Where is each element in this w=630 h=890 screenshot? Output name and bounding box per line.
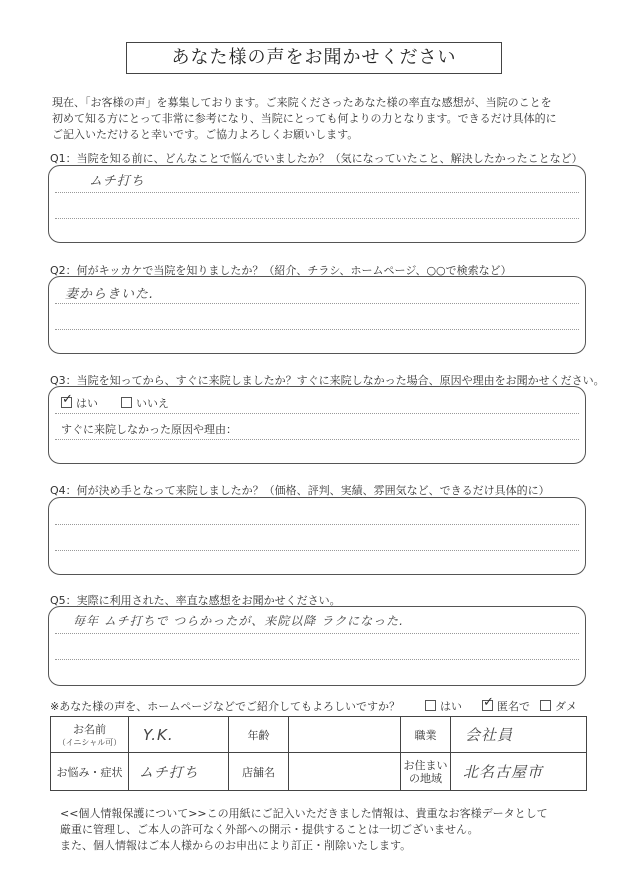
name-value: Y.K. xyxy=(143,725,174,744)
ruled-line xyxy=(55,192,579,193)
store-value-cell[interactable] xyxy=(289,753,401,791)
privacy-line: <<個人情報保護について>>この用紙にご記入いただきました情報は、貴重なお客様データとして xyxy=(60,807,548,820)
checkbox-icon xyxy=(61,392,73,408)
area-label-cell: お住まい の地域 xyxy=(401,753,451,791)
q1-answer: ムチ打ち xyxy=(89,174,145,189)
checkbox-icon xyxy=(540,700,551,711)
store-label-cell: 店舗名 xyxy=(229,753,289,791)
respondent-info-table xyxy=(50,716,587,791)
page-title: あなた様の声をお聞かせください xyxy=(126,42,502,74)
name-note: （イニシャル可） xyxy=(57,738,122,747)
q2-answer-box[interactable] xyxy=(48,276,586,354)
q3-reason-label: すぐに来院しなかった原因や理由： xyxy=(61,423,237,436)
age-label-cell: 年齢 xyxy=(229,717,289,753)
consent-anonymous-option[interactable]: ✓ 匿名で xyxy=(483,695,530,713)
ruled-line xyxy=(55,218,579,219)
ruled-line xyxy=(55,659,579,660)
name-value-cell[interactable] xyxy=(129,717,229,753)
checkbox-icon xyxy=(425,700,436,711)
q5-answer: 毎年 ムチ打ちで つらかったが、来院以降 ラクになった. xyxy=(73,614,404,628)
q5-label: Q5：実際に利用された、率直な感想をお聞かせください。 xyxy=(50,594,341,607)
checkbox-icon xyxy=(482,695,494,711)
ruled-line xyxy=(55,329,579,330)
ruled-line xyxy=(55,524,579,525)
q1-answer-box[interactable] xyxy=(48,165,586,243)
symptom-value: ムチ打ち xyxy=(139,764,199,781)
q4-label: Q4：何が決め手となって来院しましたか？（価格、評判、実績、雰囲気など、できるだけ具体的に） xyxy=(50,484,550,497)
ruled-line xyxy=(55,413,579,414)
ruled-line xyxy=(55,303,579,304)
ruled-line xyxy=(55,439,579,440)
area-value: 北名古屋市 xyxy=(463,763,544,781)
consent-question: ※あなた様の声を、ホームページなどでご紹介してもよろしいですか？ xyxy=(50,700,400,713)
privacy-line: 厳重に管理し、ご本人の許可なく外部への開示・提供することは一切ございません。 xyxy=(60,823,479,836)
intro-line: ご記入いただけると幸いです。ご協力よろしくお願いします。 xyxy=(52,128,359,141)
q1-label: Q1：当院を知る前に、どんなことで悩んでいましたか？（気になっていたこと、解決したかったことなど） xyxy=(50,152,583,165)
area-value-cell[interactable] xyxy=(451,753,587,791)
q3-no-option[interactable]: いいえ xyxy=(121,395,169,411)
check-mark-icon: ✓ xyxy=(483,695,494,710)
job-label-cell: 職業 xyxy=(401,717,451,753)
privacy-line: また、個人情報はご本人様からのお申出により訂正・削除いたします。 xyxy=(60,839,412,852)
q2-answer: 妻からきいた. xyxy=(65,287,155,302)
q3-label: Q3：当院を知ってから、すぐに来院しましたか？すぐに来院しなかった場合、原因や理由をお聞かせください。 xyxy=(50,374,605,387)
symptom-label-cell: お悩み・症状 xyxy=(51,753,129,791)
q4-answer-box[interactable] xyxy=(48,497,586,575)
consent-yes-option[interactable]: はい xyxy=(425,698,462,714)
intro-text xyxy=(52,95,592,143)
job-value: 会社員 xyxy=(465,726,514,744)
name-label-cell: お名前 （イニシャル可） xyxy=(51,717,129,753)
intro-line: 現在、「お客様の声」を募集しております。ご来院くださったあなた様の率直な感想が、当院のことを xyxy=(52,96,552,109)
check-mark-icon: ✓ xyxy=(62,392,73,407)
job-value-cell[interactable] xyxy=(451,717,587,753)
checkbox-icon xyxy=(121,397,132,408)
ruled-line xyxy=(55,633,579,634)
q3-answer-box[interactable] xyxy=(48,386,586,464)
q5-answer-box[interactable] xyxy=(48,606,586,686)
symptom-value-cell[interactable] xyxy=(129,753,229,791)
consent-no-option[interactable]: ダメ xyxy=(540,698,577,714)
ruled-line xyxy=(55,550,579,551)
intro-line: 初めて知る方にとって非常に参考になり、当院にとっても何よりの力となります。できるだけ具体的に xyxy=(52,112,557,125)
q3-yes-option[interactable]: ✓ はい xyxy=(62,392,98,410)
q2-label: Q2：何がキッカケで当院を知りましたか？（紹介、チラシ、ホームページ、○○で検索など） xyxy=(50,264,512,277)
privacy-notice xyxy=(60,806,600,854)
age-value-cell[interactable] xyxy=(289,717,401,753)
